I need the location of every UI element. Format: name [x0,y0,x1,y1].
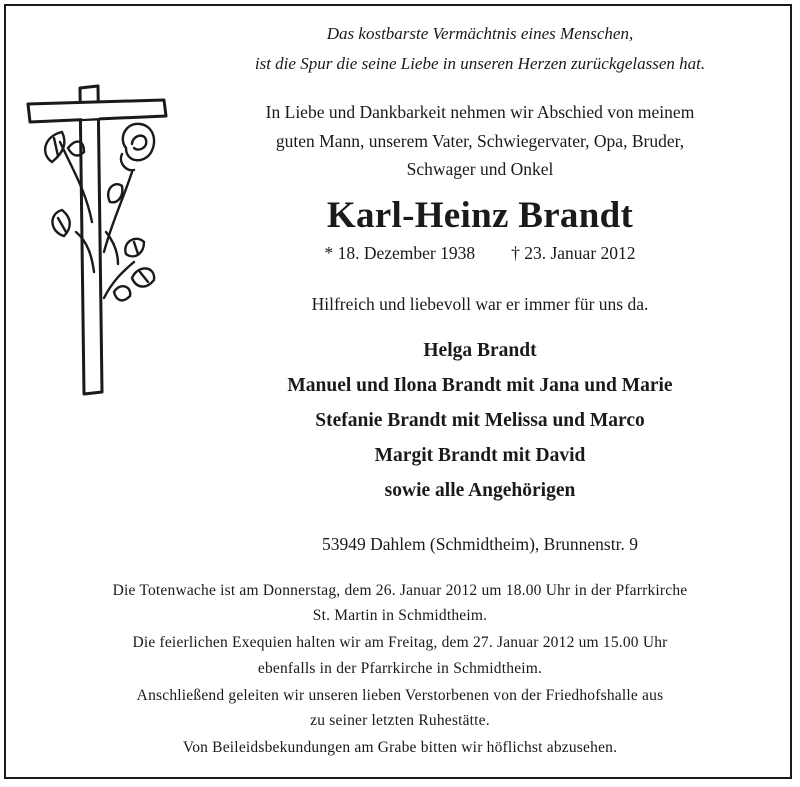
notice-line-3: Die feierlichen Exequien halten wir am Freitag, dem 27. Januar 2012 um 15.00 Uhr [132,634,668,651]
intro-line-2: guten Mann, unserem Vater, Schwiegervater, Opa, Bruder, [275,131,685,151]
mourner-line-4: Margit Brandt mit David [374,445,586,466]
cross-with-rose-icon [22,82,172,398]
notice-line-1: Die Totenwache ist am Donnerstag, dem 26. Januar 2012 um 18.00 Uhr in der Pfarrkirche [112,582,688,599]
mourner-line-1: Helga Brandt [423,340,537,361]
notice-line-4: ebenfalls in der Pfarrkirche in Schmidtheim. [257,660,543,677]
notice-line-5: Anschließend geleiten wir unseren lieben Verstorbenen von der Friedhofshalle aus [136,687,664,704]
birth-date: * 18. Dezember 1938 [324,243,476,263]
mourner-line-5: sowie alle Angehörigen [384,480,576,501]
death-date: † 23. Januar 2012 [511,243,636,263]
notice-line-6: zu seiner letzten Ruhestätte. [310,712,490,729]
motto-line-2: ist die Spur die seine Liebe in unseren Herzen zurückgelassen hat. [254,54,706,73]
notice-line-2: St. Martin in Schmidtheim. [312,607,488,624]
notice-line-7: Von Beileidsbekundungen am Grabe bitten wir höflichst abzusehen. [182,739,618,756]
life-dates [180,243,780,264]
intro-line-3: Schwager und Onkel [406,159,554,179]
address-line: 53949 Dahlem (Schmidtheim), Brunnenstr. 9 [322,534,638,554]
mourner-line-2: Manuel und Ilona Brandt mit Jana und Marie [287,375,673,396]
mourner-line-3: Stefanie Brandt mit Melissa und Marco [315,410,645,431]
deceased-name: Karl-Heinz Brandt [326,195,634,236]
intro-line-1: In Liebe und Dankbarkeit nehmen wir Abschied von meinem [265,102,695,122]
tribute-line: Hilfreich und liebevoll war er immer für uns da. [311,294,649,314]
motto-line-1: Das kostbarste Vermächtnis eines Menschen, [326,24,634,43]
